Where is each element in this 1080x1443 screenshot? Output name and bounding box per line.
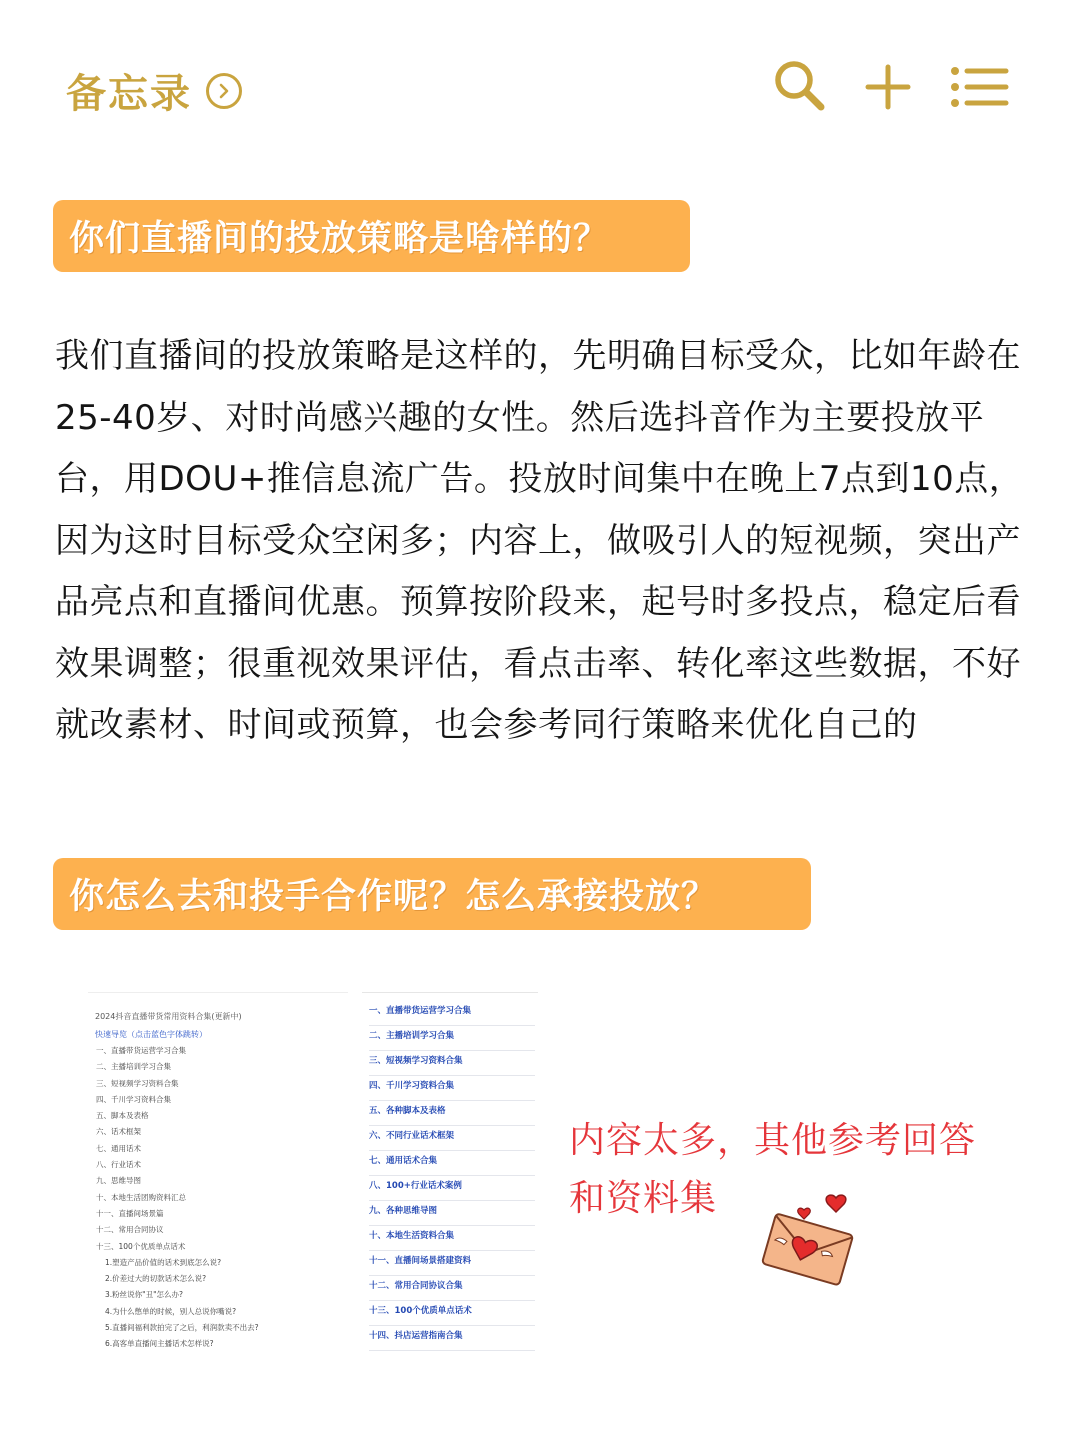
plus-icon[interactable] bbox=[865, 64, 911, 110]
love-letter-icon bbox=[760, 1186, 860, 1290]
list-item: 七、通用话术合集 bbox=[369, 1151, 535, 1176]
list-item: 七、通用话术 bbox=[96, 1143, 141, 1153]
list-item: 十、本地生活资料合集 bbox=[369, 1226, 535, 1251]
list-item: 四、千川学习资料合集 bbox=[369, 1076, 535, 1101]
reference-toc-right bbox=[362, 992, 538, 1354]
list-icon[interactable] bbox=[950, 66, 1010, 108]
list-item: 一、直播带货运营学习合集 bbox=[96, 1046, 186, 1055]
reference-title: 2024抖音直播带货常用资料合集(更新中) bbox=[95, 1012, 242, 1021]
list-item: 四、千川学习资料合集 bbox=[96, 1094, 171, 1104]
list-subitem: 5.直播间福利款拍完了之后，利润款卖不出去? bbox=[105, 1323, 259, 1333]
list-subitem: 3.粉丝说你"丑"怎么办? bbox=[105, 1290, 184, 1300]
question-heading-1 bbox=[53, 200, 690, 272]
app-title-group[interactable] bbox=[66, 62, 242, 119]
list-item: 五、脚本及表格 bbox=[96, 1111, 149, 1121]
reference-toc-left bbox=[88, 992, 348, 1354]
list-item: 十四、抖店运营指南合集 bbox=[369, 1326, 535, 1351]
app-title: 备忘录 bbox=[66, 71, 192, 117]
header-bar bbox=[0, 0, 1080, 140]
list-item: 十三、100个优质单点话术 bbox=[369, 1301, 535, 1326]
list-item: 八、100+行业话术案例 bbox=[369, 1176, 535, 1201]
reference-nav-label: 快速导览（点击蓝色字体跳转） bbox=[95, 1030, 207, 1039]
list-subitem: 2.价差过大的切款话术怎么说? bbox=[105, 1274, 207, 1284]
list-item: 二、主播培训学习合集 bbox=[369, 1026, 535, 1051]
reference-right-list bbox=[369, 1001, 535, 1351]
list-item: 十三、100个优质单点话术 bbox=[96, 1241, 186, 1251]
list-item: 六、不同行业话术框架 bbox=[369, 1126, 535, 1151]
list-item: 九、各种思维导图 bbox=[369, 1201, 535, 1226]
note-line: 和资料集 bbox=[569, 1178, 718, 1219]
answer-paragraph: 我们直播间的投放策略是这样的，先明确目标受众，比如年龄在25-40岁、对时尚感兴趣的女性。然后选抖音作为主要投放平台，用DOU+推信息流广告。投放时间集中在晚上7点到10点，因为这时目标受众空闲多；内容上，做吸引人的短视频，突出产品亮点和直播间优惠。预算按阶段来，起号时多投点，稳定后看效果调整；很重视效果评估，看点击率、转化率这些数据，不好就改素材、时间或预算，也会参考同行策略来优化自己的 bbox=[55, 336, 1024, 745]
reference-document-image bbox=[88, 992, 538, 1354]
question-text: 你怎么去和投手合作呢？怎么承接投放？ bbox=[69, 877, 718, 917]
list-subitem: 1.塑造产品价值的话术到底怎么说? bbox=[105, 1257, 222, 1267]
list-subitem: 4.为什么憋单的时候，别人总说你嘴说? bbox=[105, 1306, 237, 1316]
list-item: 三、短视频学习资料合集 bbox=[369, 1051, 535, 1076]
list-item: 九、思维导图 bbox=[96, 1176, 141, 1186]
list-item: 十一、直播间场景篇 bbox=[96, 1208, 164, 1218]
question-heading-2 bbox=[53, 858, 811, 930]
note-line: 内容太多，其他参考回答 bbox=[569, 1120, 977, 1161]
list-subitem: 6.高客单直播间主播话术怎样说? bbox=[105, 1339, 214, 1349]
list-item: 十二、常用合同协议 bbox=[96, 1225, 164, 1235]
question-text: 你们直播间的投放策略是啥样的？ bbox=[69, 219, 610, 259]
list-item: 三、短视频学习资料合集 bbox=[96, 1078, 179, 1088]
list-item: 二、主播培训学习合集 bbox=[96, 1062, 171, 1072]
list-item: 十二、常用合同协议合集 bbox=[369, 1276, 535, 1301]
list-item: 十一、直播间场景搭建资料 bbox=[369, 1251, 535, 1276]
reference-left-list bbox=[96, 1045, 259, 1355]
list-item: 八、行业话术 bbox=[96, 1160, 141, 1170]
list-item: 五、各种脚本及表格 bbox=[369, 1101, 535, 1126]
chevron-right-icon[interactable] bbox=[206, 73, 242, 109]
search-icon[interactable] bbox=[772, 58, 828, 114]
list-item: 十、本地生活团购资料汇总 bbox=[96, 1192, 186, 1202]
list-item: 六、话术框架 bbox=[96, 1127, 141, 1137]
list-item: 一、直播带货运营学习合集 bbox=[369, 1001, 535, 1026]
